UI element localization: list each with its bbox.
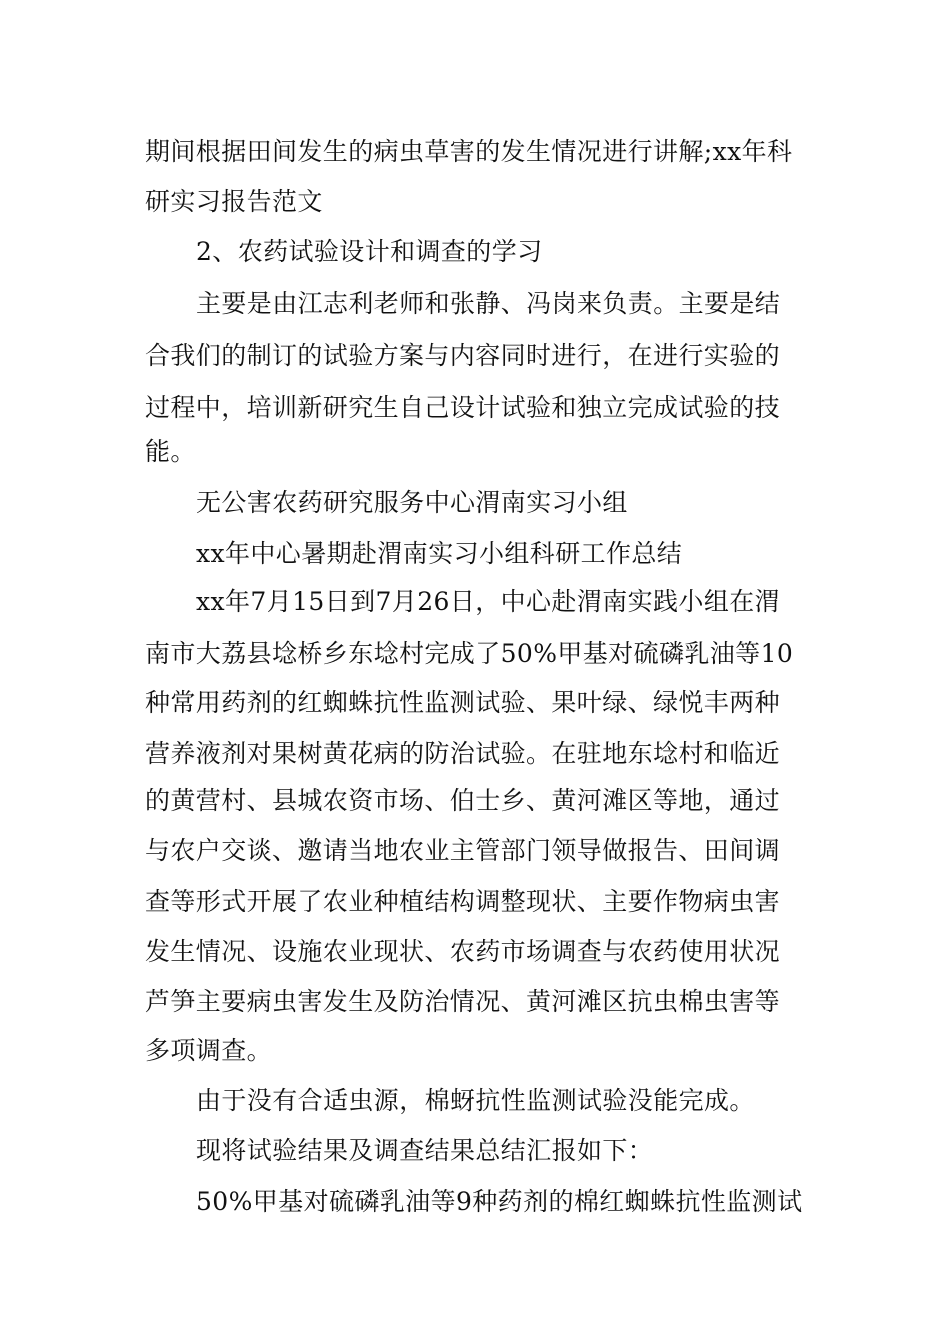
text-line: 无公害农药研究服务中心渭南实习小组 xyxy=(196,488,628,517)
text-line: 由于没有合适虫源，棉蚜抗性监测试验没能完成。 xyxy=(196,1086,755,1115)
text-line: 查等形式开展了农业种植结构调整现状、主要作物病虫害 xyxy=(145,887,781,916)
section-heading: 2、农药试验设计和调查的学习 xyxy=(196,237,543,266)
text-line: 研实习报告范文 xyxy=(145,187,323,216)
text-line: 南市大荔县埝桥乡东埝村完成了50%甲基对硫磷乳油等10 xyxy=(145,639,794,668)
text-line: 主要是由江志利老师和张静、冯岗来负责。主要是结 xyxy=(196,289,781,318)
text-line: 期间根据田间发生的病虫草害的发生情况进行讲解;xx年科 xyxy=(145,137,793,166)
text-line: 现将试验结果及调查结果总结汇报如下： xyxy=(196,1136,654,1165)
text-line: xx年7月15日到7月26日，中心赴渭南实践小组在渭 xyxy=(196,587,781,616)
text-line: 多项调查。 xyxy=(145,1036,273,1065)
text-line: 营养液剂对果树黄花病的防治试验。在驻地东埝村和临近 xyxy=(145,739,781,768)
text-line: 芦笋主要病虫害发生及防治情况、黄河滩区抗虫棉虫害等 xyxy=(145,987,781,1016)
text-line: 过程中，培训新研究生自己设计试验和独立完成试验的技 xyxy=(145,393,781,422)
text-line: 种常用药剂的红蜘蛛抗性监测试验、果叶绿、绿悦丰两种 xyxy=(145,688,781,717)
text-line: 50%甲基对硫磷乳油等9种药剂的棉红蜘蛛抗性监测试 xyxy=(196,1187,803,1216)
text-line: 发生情况、设施农业现状、农药市场调查与农药使用状况 xyxy=(145,937,781,966)
text-line: 与农户交谈、邀请当地农业主管部门领导做报告、田间调 xyxy=(145,836,781,865)
text-line: 能。 xyxy=(145,437,196,466)
text-line: 的黄营村、县城农资市场、伯士乡、黄河滩区等地，通过 xyxy=(145,786,781,815)
text-line: xx年中心暑期赴渭南实习小组科研工作总结 xyxy=(196,539,683,568)
text-line: 合我们的制订的试验方案与内容同时进行，在进行实验的 xyxy=(145,341,781,370)
